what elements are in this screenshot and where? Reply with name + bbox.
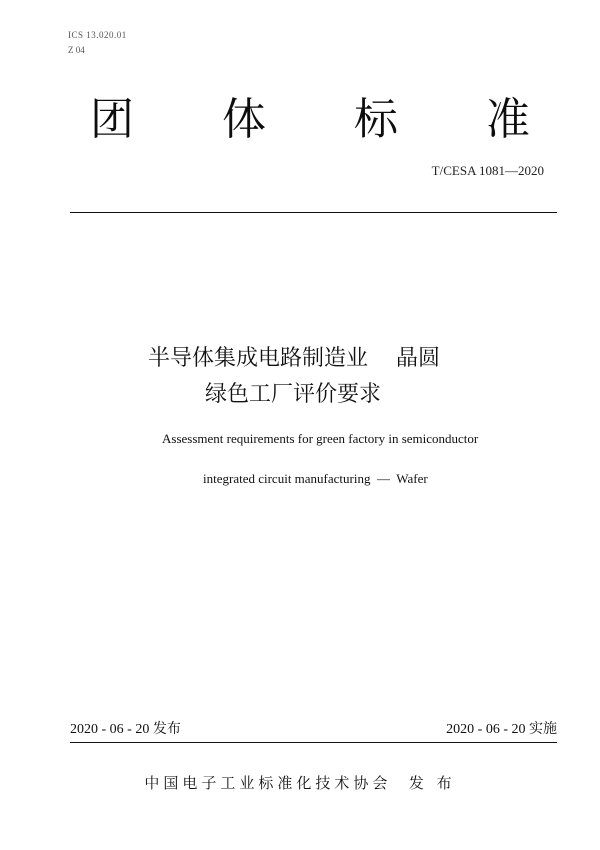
implementation-date: 2020 - 06 - 20 实施 bbox=[446, 722, 557, 737]
title-chinese-line-2: 绿色工厂评价要求 bbox=[205, 382, 382, 407]
standard-type-char: 准 bbox=[486, 94, 530, 145]
standard-type-heading bbox=[90, 92, 530, 148]
ics-code: ICS 13.020.01 bbox=[68, 30, 127, 40]
standard-type-char: 团 bbox=[90, 94, 134, 145]
standard-number: T/CESA 1081—2020 bbox=[431, 163, 544, 178]
title-english-line-1: Assessment requirements for green factory in semiconductor bbox=[162, 431, 479, 446]
title-chinese-line-1: 半导体集成电路制造业 晶圆 bbox=[148, 346, 440, 371]
standard-type-char: 标 bbox=[354, 94, 398, 145]
standard-type-char: 体 bbox=[222, 94, 266, 145]
title-english-line-2: integrated circuit manufacturing — Wafer bbox=[203, 471, 428, 486]
publisher: 中国电子工业标准化技术协会 发 布 bbox=[144, 774, 456, 792]
issue-date: 2020 - 06 - 20 发布 bbox=[70, 722, 181, 737]
top-divider bbox=[70, 212, 557, 213]
classification-code: Z 04 bbox=[68, 45, 85, 55]
bottom-divider bbox=[70, 742, 557, 743]
